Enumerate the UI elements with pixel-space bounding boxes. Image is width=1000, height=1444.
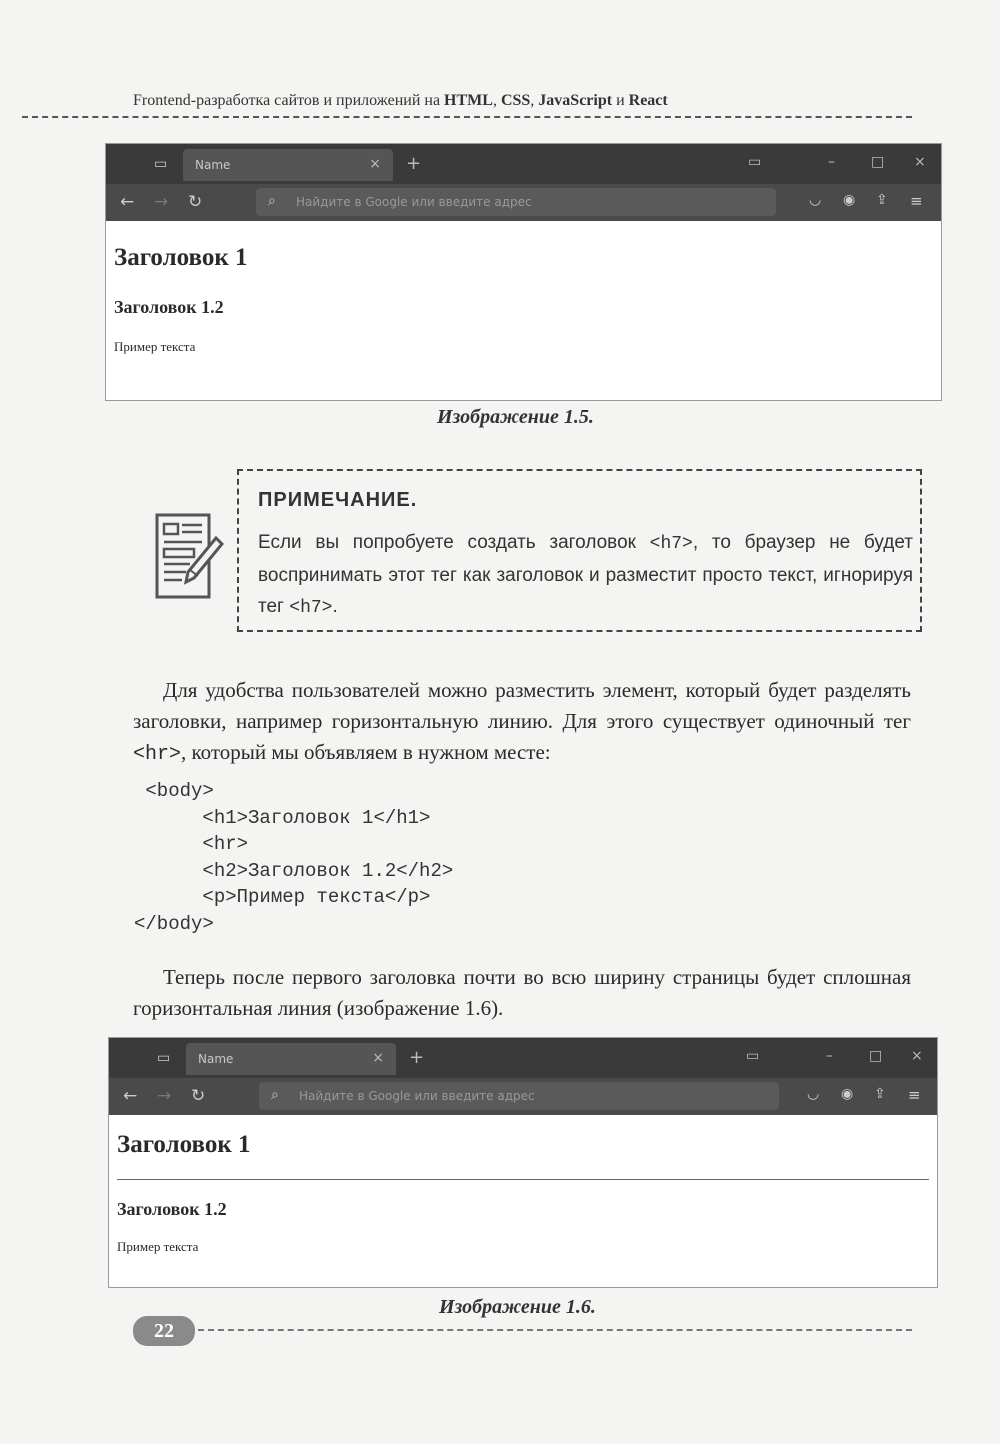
search-icon: ⌕: [271, 1087, 279, 1103]
address-bar[interactable]: [256, 188, 776, 216]
browser-chrome: [109, 1038, 937, 1115]
close-window-icon[interactable]: ×: [911, 1048, 923, 1064]
pocket-icon[interactable]: ◡: [807, 1086, 820, 1102]
paragraph-hr-intro: Для удобства пользователей можно разместить элемент, который будет разделять заголовки, например горизонтальную линию. Для этого существует одиночный тег <hr>, который мы объявляем в нужном месте:: [133, 678, 911, 766]
code-line: <h2>Заголовок 1.2</h2>: [134, 859, 454, 882]
account-icon[interactable]: ◉: [841, 1086, 854, 1102]
new-tab-icon[interactable]: +: [409, 1047, 425, 1068]
note-title: ПРИМЕЧАНИЕ.: [258, 489, 418, 511]
footer-divider: [198, 1329, 912, 1331]
pocket-icon[interactable]: ◡: [809, 192, 822, 208]
browser-chrome: [106, 144, 941, 221]
maximize-icon[interactable]: □: [871, 154, 885, 170]
menu-icon[interactable]: ≡: [910, 192, 923, 210]
tab-bar: [106, 144, 941, 184]
close-tab-icon[interactable]: ×: [372, 1050, 384, 1066]
nav-bar: [109, 1078, 937, 1115]
close-window-icon[interactable]: ×: [914, 154, 926, 170]
tab-title: Name: [198, 1052, 234, 1066]
header-divider: [22, 116, 912, 118]
address-placeholder: Найдите в Google или введите адрес: [296, 195, 532, 209]
nav-bar: [106, 184, 941, 221]
heading-1: Заголовок 1: [117, 1131, 251, 1158]
forward-icon[interactable]: →: [154, 192, 169, 212]
account-icon[interactable]: ◉: [843, 192, 856, 208]
code-line: <body>: [134, 780, 214, 802]
code-line: <hr>: [134, 833, 249, 855]
running-header: Frontend-разработка сайтов и приложений на HTML, CSS, JavaScript и React: [133, 92, 668, 109]
address-bar[interactable]: [259, 1082, 779, 1110]
paragraph-hr-result: Теперь после первого заголовка почти во всю ширину страницы будет сплошная горизонтальная линия (изображение 1.6).: [133, 965, 911, 1020]
page-number: 22: [133, 1316, 195, 1346]
code-line: </body>: [134, 912, 214, 935]
paragraph: Пример текста: [117, 1239, 199, 1254]
maximize-icon[interactable]: □: [869, 1048, 883, 1064]
extensions-icon[interactable]: ⇪: [876, 192, 888, 208]
note-icon: [154, 512, 224, 600]
paragraph: Пример текста: [114, 339, 196, 354]
heading-1-2: Заголовок 1.2: [114, 297, 224, 317]
window-icon[interactable]: ▭: [746, 1048, 760, 1064]
back-icon[interactable]: ←: [123, 1086, 138, 1106]
minimize-icon[interactable]: –: [826, 1048, 833, 1064]
minimize-icon[interactable]: –: [828, 154, 835, 170]
tab-title: Name: [195, 158, 231, 172]
search-icon: ⌕: [268, 193, 276, 209]
code-line: <p>Пример текста</p>: [134, 886, 431, 908]
browser-screenshot-2: [108, 1037, 938, 1288]
address-placeholder: Найдите в Google или введите адрес: [299, 1089, 535, 1103]
browser-tab[interactable]: [186, 1043, 396, 1075]
horizontal-rule: [117, 1179, 929, 1180]
window-icon[interactable]: ▭: [748, 154, 762, 170]
tab-bar: [109, 1038, 937, 1078]
figure-caption-2: Изображение 1.6.: [439, 1296, 596, 1318]
forward-icon[interactable]: →: [157, 1086, 172, 1106]
reload-icon[interactable]: ↻: [188, 192, 203, 212]
note-box: [237, 469, 922, 632]
tab-list-icon[interactable]: ▭: [154, 156, 168, 172]
extensions-icon[interactable]: ⇪: [874, 1086, 886, 1102]
tab-list-icon[interactable]: ▭: [157, 1050, 171, 1066]
reload-icon[interactable]: ↻: [191, 1086, 206, 1106]
note-text: Если вы попробуете создать заголовок <h7>, то браузер не будет воспринимать этот тег как заголовок и разместит просто текст, игнорируя тег <h7>.: [258, 532, 913, 618]
menu-icon[interactable]: ≡: [908, 1086, 921, 1104]
code-line: <h1>Заголовок 1</h1>: [134, 806, 431, 829]
close-tab-icon[interactable]: ×: [369, 156, 381, 172]
new-tab-icon[interactable]: +: [406, 153, 422, 174]
heading-1-2: Заголовок 1.2: [117, 1199, 227, 1219]
code-listing: [134, 778, 453, 937]
browser-tab[interactable]: [183, 149, 393, 181]
browser-screenshot-1: [105, 143, 942, 401]
heading-1: Заголовок 1: [114, 244, 248, 271]
back-icon[interactable]: ←: [120, 192, 135, 212]
figure-caption-1: Изображение 1.5.: [437, 406, 594, 428]
